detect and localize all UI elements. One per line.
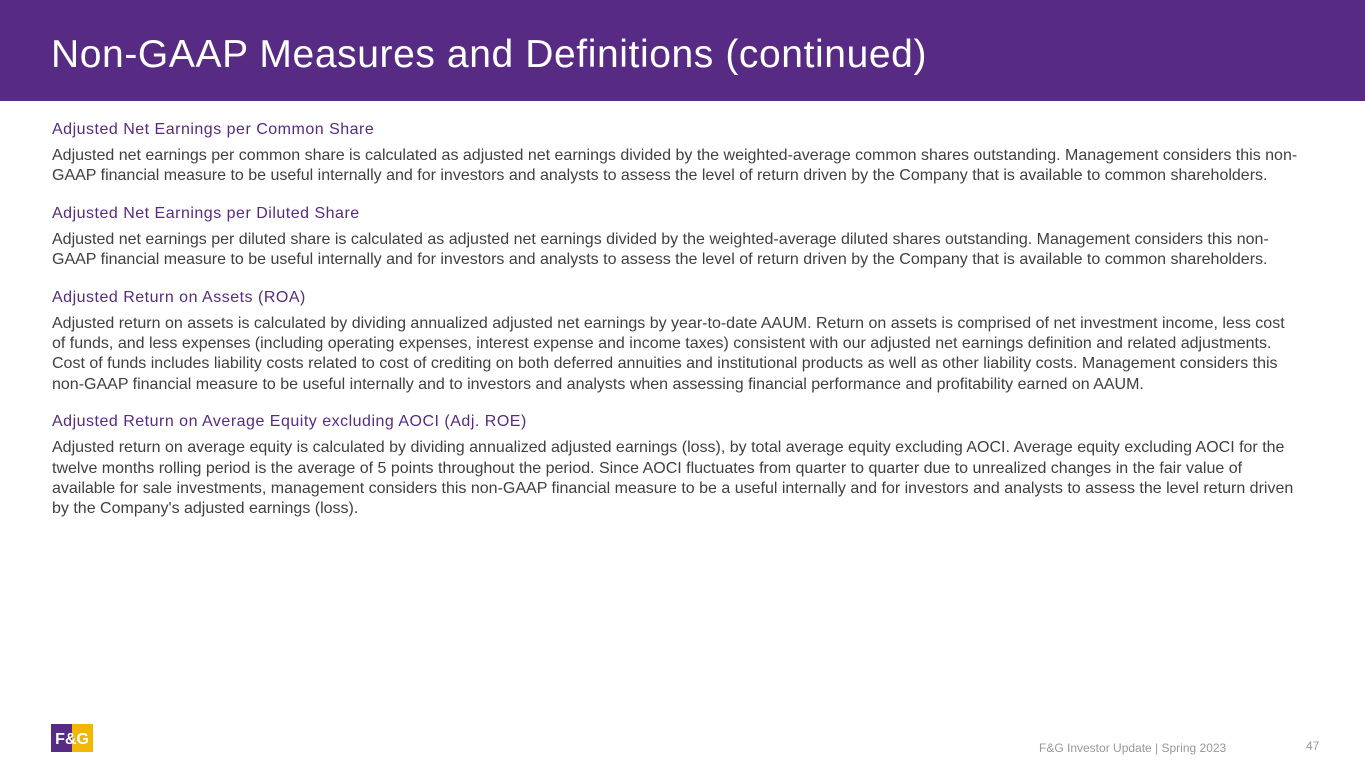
section-body: Adjusted return on assets is calculated by dividing annualized adjusted net earnings by year-to-date AAUM. Return on assets is comprised of net investment income, less cost of funds, and less expenses (including operating expenses, interest expense and income taxes) consistent with our adjusted net earnings definition and related adjustments. Cost of funds includes liability costs related to cost of crediting on both deferred annuities and institutional products as well as other liability costs. Management considers this non-GAAP financial measure to be useful internally and to investors and analysts when assessing financial performance and profitability earned on AAUM. <box>52 314 1285 393</box>
section-heading: Adjusted Return on Assets (ROA) <box>52 288 306 306</box>
footer-caption: F&G Investor Update | Spring 2023 <box>1039 741 1227 755</box>
fg-logo <box>51 724 93 752</box>
definition-section <box>52 120 1302 187</box>
section-body: Adjusted net earnings per diluted share is calculated as adjusted net earnings divided by the weighted-average diluted shares outstanding. Management considers this non-GAAP financial measure to be useful internally and for investors and analysts to assess the level of return driven by the Company that is available to common shareholders. <box>52 230 1269 269</box>
page-title: Non-GAAP Measures and Definitions (continued) <box>51 33 928 76</box>
logo-text: F&G <box>55 731 89 748</box>
section-body: Adjusted return on average equity is calculated by dividing annualized adjusted earnings (loss), by total average equity excluding AOCI. Average equity excluding AOCI for the twelve months rolling period is the average of 5 points throughout the period. Since AOCI fluctuates from quarter to quarter due to unrealized changes in the fair value of available for sale investments, management considers this non-GAAP financial measure to be a useful internally and for investors and analysts to assess the level return driven by the Company's adjusted earnings (loss). <box>52 439 1294 518</box>
section-heading: Adjusted Return on Average Equity excluding AOCI (Adj. ROE) <box>52 413 527 431</box>
section-body: Adjusted net earnings per common share is calculated as adjusted net earnings divided by the weighted-average common shares outstanding. Management considers this non-GAAP financial measure to be useful internally and for investors and analysts to assess the level of return driven by the Company that is available to common shareholders. <box>52 147 1298 185</box>
header-bar <box>0 0 1365 101</box>
definition-section <box>52 288 1302 396</box>
page-number: 47 <box>1306 739 1320 753</box>
definition-section <box>52 204 1302 271</box>
definition-section <box>52 412 1302 520</box>
section-heading: Adjusted Net Earnings per Common Share <box>52 121 375 138</box>
definitions-content <box>52 120 1302 537</box>
section-heading: Adjusted Net Earnings per Diluted Share <box>52 204 360 222</box>
